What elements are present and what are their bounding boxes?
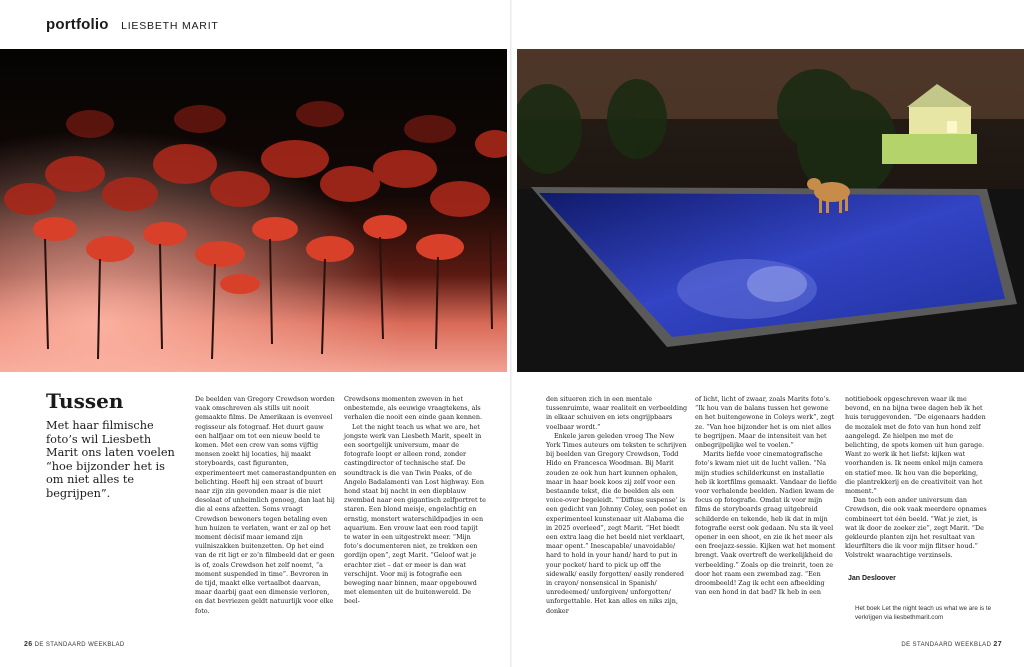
text-column-2 <box>344 395 486 607</box>
book-caption: Het boek Let the night teach us what we are is te verkrijgen via liesbethmarit.com <box>855 605 992 621</box>
publication-name: DE STANDAARD WEEKBLAD <box>34 642 125 648</box>
plants-photo <box>0 49 507 372</box>
paragraph: of licht, licht of zwaar, zoals Marits foto’s. “Ik hou van de balans tussen het gewone en het buitengewone in Coleys werk”, zegt ze. “Van hoe bijzonder het is om niet alles te begrijpen. Maar de intensiteit van het onbegrijpelijke wel te voelen.” <box>695 395 835 450</box>
text-column-1 <box>195 395 337 616</box>
paragraph: Enkele jaren geleden vroeg The New York Times auteurs om teksten te schrijven bij beelden van Gregory Crewdson, Todd Hido en Francesca Woodman. Bij Marit zouden ze ook hun hart kunnen ophalen, maar in haar boek koos zij zelf voor een bestaande tekst, die de beelden als een voice-over begeleidt. “‘Diffuse suspense’ is een gedicht van Johnny Coley, een poëet en experimenteel kunstenaar uit Alabama die in 2025 overleed”, zegt Marit. “Het biedt een extra laag die het beeld niet verklaart, maar opent.” Inescapable/ unavoidable/ hard to hold in your hand/ hard to put in your pocket/ hard to pick up off the sidewalk/ easily forgotten/ easily rendered in crayon/ nonsensical in Spanish/ unredeemed/ unforgiven/ unforgotten/ unforgettable. Het kan alles en niks zijn, donker <box>546 431 688 615</box>
plants-photo-art <box>0 49 507 372</box>
byline: Jan Desloover <box>848 575 896 582</box>
author-name: LIESBETH MARIT <box>121 20 219 32</box>
paragraph: Dan toch een ander universum dan Crewdson, die ook vaak meerdere opnames combineert tot één beeld. “Wat je ziet, is wat ik door de zoeker zie”, zegt Marit. “De gekleurde planten zijn het resultaat van kleurfilters die ik voor mijn flitser houd.” Volstrekt waarachtige verzinsels. <box>845 496 987 560</box>
paragraph: notitieboek opgeschreven waar ik me bevond, en na bijna twee dagen heb ik het huis teruggevonden. “De eigenaars hadden de mozaïek met de foto van hun hond zelf aangelegd. Ze hielpen me met de belichting, de spots komen uit hun garage. Want zo werk ik het liefst: kijken wat voorhanden is. Ik neem enkel mijn camera en statief mee. Ik hou van die beperking, die plantrekkerij en de creativiteit van het moment.” <box>845 395 986 496</box>
article-title: Tussen <box>46 389 124 413</box>
right-folio <box>901 641 1002 648</box>
paragraph: De beelden van Gregory Crewdson worden vaak omschreven als stills uit nooit gemaakte films. De Amerikaan is evenveel regisseur als fotograaf. Het duurt gauw een halfjaar om tot een nieuw beeld te komen. Met een crew van soms vijftig mensen zoekt hij locaties, hij maakt storyboards, cast figuranten, experimenteert met camerastandpunten en belichting. Heeft hij een straat of buurt naar zijn zin gevonden maar is die niet desolaat of unheimlich genoeg, dan laat hij die al eens afzetten. Soms vraagt Crewdson bewoners tegen betaling even hun huizen te verlaten, want er zal op het moment décisif maar iemand zijn vuilniszakken buitenzetten. Op het eind van de rit ligt er zo’n filmbeeld dat er geen is of, zoals Crewdson het zelf noemt, “a moment suspended in time”. Bevroren in de tijd, maakt elke vertaalbot daarvan, maar daarbij gaat een dimensie verloren, en dat bevriezen geldt natuurlijk voor elke foto. <box>195 395 337 615</box>
paragraph: Let the night teach us what we are, het jongste werk van Liesbeth Marit, speelt in een soortgelijk universum, maar de fotografe loopt er alleen rond, zonder castingdirector of technische staf. De soundtrack is die van Twin Peaks, of de Angelo Badalamenti van Lost highway. Een hond staat bij nacht in een diepblauw zwembad naar een gigantisch zelfportret te staren. Een blond meisje, engelachtig en ernstig, monstert waterschildpadjes in een aquarium. Een vrouw laat een rood tapijt te water in een uitgestrekt meer. “Mijn foto’s documenteren niet, ze trekken een gordijn open”, zegt Marit. “Geloof wat je erachter ziet – dat er meer is dan wat verschijnt. Voor mij is fotografie een beweging naar binnen, maar opgebouwd met elementen uit de buitenwereld. De beel- <box>344 422 486 606</box>
paragraph: Crewdsons momenten zweven in het onbestemde, als eeuwige vraagtekens, als verhalen die nooit een einde gaan kennen. <box>344 395 482 422</box>
section-title: portfolio <box>46 16 109 33</box>
publication-name: DE STANDAARD WEEKBLAD <box>901 642 992 648</box>
page-number: 26 <box>24 641 33 648</box>
left-folio <box>24 641 125 648</box>
magazine-header <box>46 16 219 34</box>
text-column-5 <box>845 395 987 561</box>
text-column-3 <box>546 395 688 616</box>
paragraph: den situeren zich in een mentale tussenruimte, waar realiteit en verbeelding in elkaar schuiven en iets ongrijpbaars voelbaar wordt.” <box>546 395 688 431</box>
page-number: 27 <box>993 641 1002 648</box>
text-column-4 <box>695 395 837 597</box>
pool-photo-art <box>517 49 1024 372</box>
paragraph: Marits liefde voor cinematografische foto’s kwam niet uit de lucht vallen. “Na mijn studies schilderkunst en installatie heb ik kortfilms gemaakt. Vandaar de liefde voor verhalende beelden. Nadien kwam de focus op fotografie. Omdat ik voor mijn films de storyboards graag uitgebreid schilderde en tekende, heb ik dat in mijn fotografie eerst ook gedaan. Nu sta ik veel opener in een shoot, en zie ik het meer als een freejazz-sessie. Kijken wat het moment brengt. Vaak overtreft de werkelijkheid de verbeelding.” Zoals op die treinrit, toen ze door het raam een zwembad zag. “Een droombeeld! Zag ik echt een afbeelding van een hond in dat bad? Ik heb in een <box>695 450 837 597</box>
page-gutter <box>510 0 512 667</box>
article-lead: Met haar filmische foto’s wil Liesbeth Marit ons laten voelen “hoe bijzonder het is om niet alles te begrijpen”. <box>46 419 175 500</box>
pool-dog-photo <box>517 49 1024 372</box>
